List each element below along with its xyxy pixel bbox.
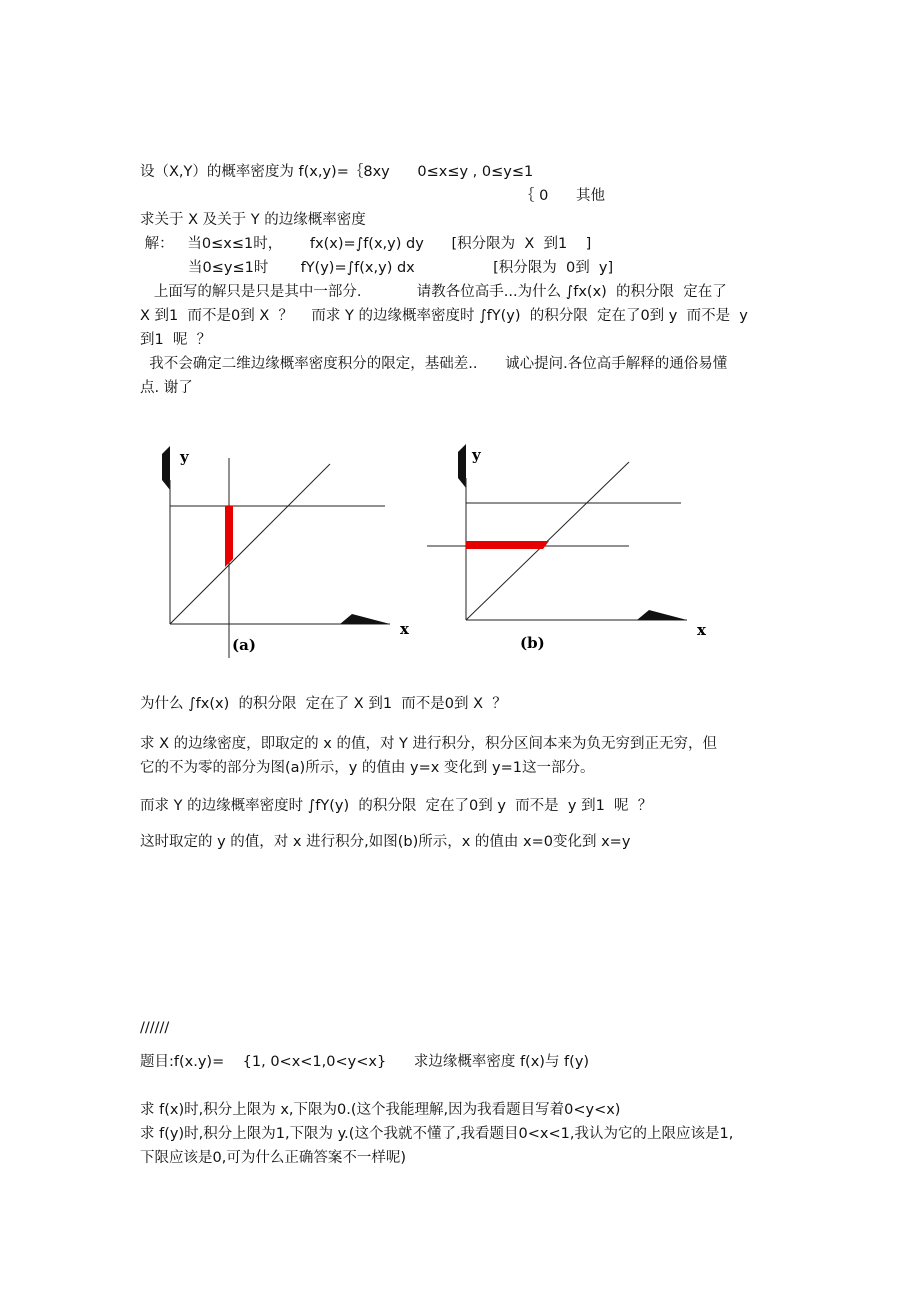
figure-a-y-label: y	[180, 448, 189, 466]
problem-line-3: 求关于 X 及关于 Y 的边缘概率密度	[140, 212, 366, 228]
figure-a	[140, 440, 430, 669]
integration-strip-a	[225, 506, 233, 567]
question-line-1: 上面写的解只是只是其中一部分. 请教各位高手...为什么 ∫fx(x) 的积分限 定在了	[140, 284, 727, 300]
figure-b-caption: (b)	[520, 634, 545, 652]
solution-line-2: 当0≤y≤1时 fY(y)=∫f(x,y) dx [积分限为 0到 y]	[188, 260, 614, 276]
figure-b-diagram	[425, 440, 725, 665]
x-axis-arrow-icon	[340, 614, 390, 624]
solution-line-1: 解： 当0≤x≤1时， fx(x)=∫f(x,y) dy [积分限为 X 到1 ]	[140, 236, 592, 252]
answer-2: 这时取定的 y 的值，对 x 进行积分,如图(b)所示，x 的值由 x=0变化到 x=y	[140, 834, 631, 850]
problem-2-line-1: 求 f(x)时,积分上限为 x,下限为0.(这个我能理解,因为我看题目写着0<y<x)	[140, 1102, 621, 1118]
figure-a-caption: (a)	[232, 636, 256, 654]
question-line-2: X 到1 而不是0到 X ？ 而求 Y 的边缘概率密度时 ∫fY(y) 的积分限 定在了0到 y 而不是 y	[140, 308, 748, 324]
problem-2-title: 题目:f(x.y)= {1, 0<x<1,0<y<x} 求边缘概率密度 f(x)与 f(y)	[140, 1054, 590, 1070]
problem-line-2: ｛ 0 其他	[520, 188, 605, 204]
line-y-equals-x	[170, 464, 330, 624]
figure-b	[425, 440, 725, 669]
figure-a-diagram	[140, 440, 430, 665]
integration-strip-b	[466, 541, 549, 549]
problem-line-1: 设（X,Y）的概率密度为 f(x,y)=｛8xy 0≤x≤y , 0≤y≤1	[140, 164, 534, 180]
figure-a-x-label: x	[400, 620, 409, 638]
answer-question-2: 而求 Y 的边缘概率密度时 ∫fY(y) 的积分限 定在了0到 y 而不是 y 到1 呢 ？	[140, 798, 653, 814]
problem-2-line-3: 下限应该是0,可为什么正确答案不一样呢)	[140, 1150, 406, 1166]
question-line-5: 点. 谢了	[140, 380, 193, 396]
figure-b-x-label: x	[697, 621, 706, 639]
answer-1-line-2: 它的不为零的部分为图(a)所示，y 的值由 y=x 变化到 y=1这一部分。	[140, 760, 595, 776]
figure-b-y-label: y	[472, 446, 481, 464]
question-line-4: 我不会确定二维边缘概率密度积分的限定，基础差.. 诚心提问.各位高手解释的通俗易懂	[140, 356, 728, 372]
x-axis-arrow-icon	[637, 610, 687, 620]
answer-question-1: 为什么 ∫fx(x) 的积分限 定在了 X 到1 而不是0到 X ？	[140, 696, 507, 712]
answer-1-line-1: 求 X 的边缘密度，即取定的 x 的值，对 Y 进行积分，积分区间本来为负无穷到正无穷，但	[140, 736, 718, 752]
question-line-3: 到1 呢 ？	[140, 332, 212, 348]
y-axis-arrow-icon	[162, 446, 170, 490]
problem-2-line-2: 求 f(y)时,积分上限为1,下限为 y.(这个我就不懂了,我看题目0<x<1,我认为它的上限应该是1,	[140, 1126, 734, 1142]
separator: //////	[140, 1020, 170, 1036]
y-axis-arrow-icon	[458, 444, 466, 488]
